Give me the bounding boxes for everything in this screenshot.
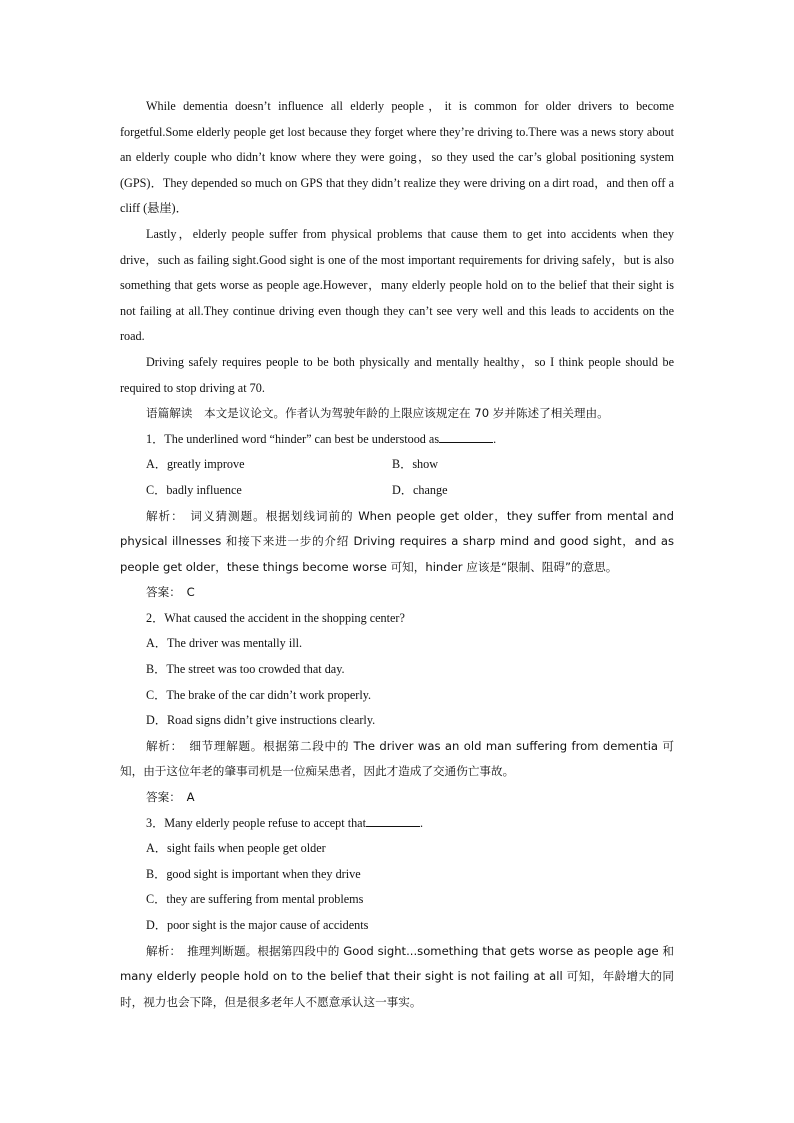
- question-2-stem: 2．What caused the accident in the shopping center?: [146, 610, 405, 625]
- question-1-option-a: A．greatly improve: [146, 457, 245, 472]
- question-1-text: 1．The underlined word “hinder” can best be understood as: [146, 431, 440, 446]
- question-2-option-c: C．The brake of the car didn’t work properly.: [146, 687, 372, 702]
- question-1-period: .: [493, 431, 497, 446]
- question-1-answer: 答案： C: [146, 585, 195, 600]
- question-3-analysis: 解析： 推理判断题。根据第四段中的 Good sight...something that gets worse as people age 和 many elderly people hold on to the belief that their sight is not failing at all 可知，年龄增大的同时，视力也会下降，但是很多老年人不愿意承认这一事实。: [120, 943, 674, 1009]
- question-2-option-b: B．The street was too crowded that day.: [146, 662, 345, 677]
- answer-blank: [439, 430, 493, 443]
- question-1-analysis: 解析： 词义猜测题。根据划线词前的 When people get older，they suffer from mental and physical illnesses 和接下来进一步的介绍 Driving requires a sharp mind and good sight，and as people get older，these things become worse 可知，hinder 应该是“限制、阻碍”的意思。: [120, 508, 674, 574]
- question-1-options-row-2: [120, 478, 674, 504]
- question-3-option-d: D．poor sight is the major cause of accidents: [146, 918, 369, 932]
- question-3-option-c: C．they are suffering from mental problems: [146, 892, 364, 907]
- question-1-stem: [120, 427, 674, 453]
- passage-summary: 语篇解读 本文是议论文。作者认为驾驶年龄的上限应该规定在 70 岁并陈述了相关理由。: [146, 406, 609, 421]
- document-page: [120, 94, 674, 1015]
- passage-paragraph-2: Lastly，elderly people suffer from physical problems that cause them to get into accidents when they drive，such as failing sight.Good sight is one of the most important requirements for driving safely，but is also something that gets worse as people age.However，many elderly people hold on to the belief that their sight is not failing at all.They continue driving even though they can’t see very well and this leads to accidents on the road.: [120, 226, 674, 344]
- question-2-option-a: A．The driver was mentally ill.: [146, 636, 303, 651]
- question-3-stem: [120, 811, 674, 837]
- question-2-option-d: D．Road signs didn’t give instructions clearly.: [146, 713, 376, 728]
- question-1-option-d: D．change: [392, 482, 448, 497]
- answer-blank: [366, 814, 420, 827]
- question-1-option-b: B．show: [392, 457, 439, 472]
- question-3-period: .: [419, 815, 424, 830]
- passage-paragraph-3: Driving safely requires people to be both physically and mentally healthy，so I think people should be required to stop driving at 70.: [120, 354, 674, 395]
- question-1-options-row-1: [120, 452, 674, 478]
- question-3-option-b: B．good sight is important when they drive: [146, 866, 361, 881]
- question-3-text: 3．Many elderly people refuse to accept that: [146, 815, 366, 830]
- passage-paragraph-1: While dementia doesn’t influence all elderly people，it is common for older drivers to become forgetful.Some elderly people get lost because they forget where they’re driving to.There was a news story about an elderly couple who didn’t know where they were going，so they used the car’s global positioning system (GPS)．They depended so much on GPS that they didn’t realize they were driving on a dirt road，and then off a cliff (悬崖)．: [120, 99, 674, 216]
- question-3-option-a: A．sight fails when people get older: [146, 841, 326, 856]
- question-2-answer: 答案： A: [146, 790, 195, 805]
- question-1-option-c: C．badly influence: [146, 482, 242, 497]
- question-2-analysis: 解析： 细节理解题。根据第二段中的 The driver was an old man suffering from dementia 可知，由于这位年老的肇事司机是一位痴呆患者，因此才造成了交通伤亡事故。: [120, 738, 674, 779]
